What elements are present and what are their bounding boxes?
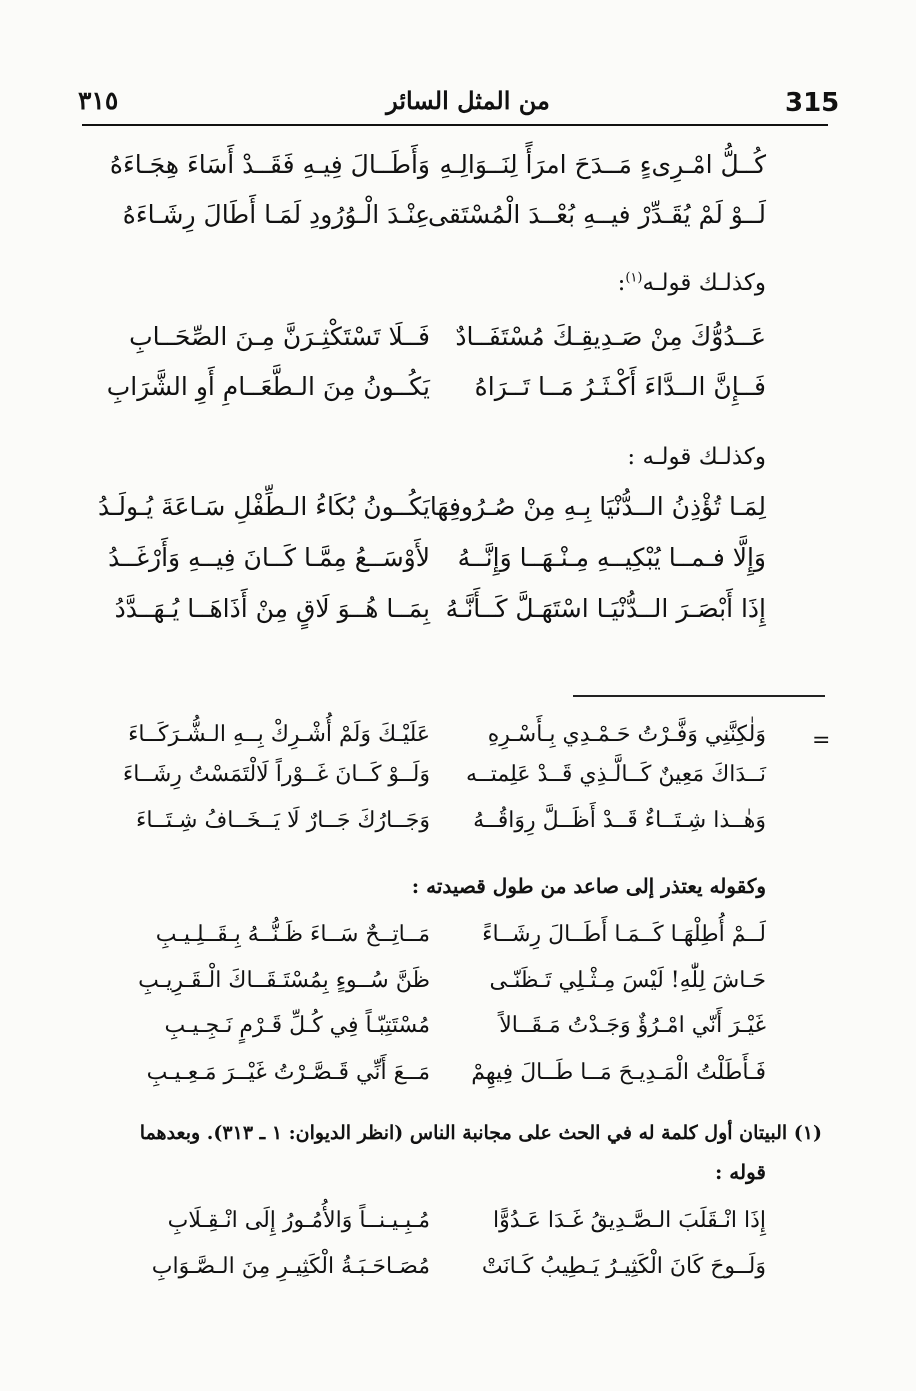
verse-line <box>0 492 916 536</box>
first-hemistich: وَلَــوحَ كَانَ الْكَثِيـرُ يَـطِيبُ كَـانَتْ <box>481 1254 766 1279</box>
second-hemistich: مُـبِـيـنــاً وَالأُمُـورُ إِلَى انْـقِـلَابِ <box>167 1208 430 1233</box>
second-hemistich: يَكُــونُ بُكَاءُ الـطِّفْلِ سَـاعَةَ يُـولَـدُ <box>97 492 430 521</box>
verse-line <box>0 543 916 587</box>
verse-line <box>0 922 916 966</box>
second-hemistich: مُسْتَتِبّـاً فِي كُـلِّ قَـرْمٍ نَـجِـيـبِ <box>164 1013 430 1038</box>
second-hemistich: مَــاتِــحٌ سَــاءَ ظَـنُّــهُ بِـقَــلِـيـبِ <box>155 922 430 947</box>
second-hemistich: عَلَيْـكَ وَلَمْ أُشْـرِكْ بِــهِ الـشُّـرَكَــاءَ <box>128 722 430 747</box>
verse-line <box>0 200 916 244</box>
verse-line <box>0 1060 916 1104</box>
header-rule <box>82 124 828 126</box>
verse-line <box>0 968 916 1012</box>
footnote-1: (١) البيتان أول كلمة له في الحث على مجانبة الناس (انظر الديوان: ١ ـ ٣١٣). وبعدهما <box>139 1122 822 1144</box>
first-hemistich: فَـأَطَلْتُ الْمَـدِيـحَ مَــا طَــالَ فِيهِمْ <box>471 1060 766 1085</box>
verse-line <box>0 150 916 194</box>
first-hemistich: إِذَا انْـقَلَبَ الـصَّـدِيقُ غَـدَا عَـدُوًّا <box>493 1208 766 1233</box>
first-hemistich: غَيْـرَ أَنّي امْـرُؤٌ وَجَـدْتُ مَـقَــالاً <box>499 1013 766 1038</box>
second-hemistich: يَكُــونُ مِنَ الـطَّعَــامِ أَوِ الشَّرَابِ <box>106 372 430 401</box>
first-hemistich: لِمَـا تُؤْذِنُ الــدُّنْيَا بِـهِ مِنْ صُـرُوفِهَا <box>429 492 766 521</box>
first-hemistich: عَــدُوُّكَ مِنْ صَـدِيقِـكَ مُسْتَفَــادٌ <box>455 322 766 351</box>
continuation-mark: = <box>812 728 831 753</box>
verse-line <box>0 808 916 852</box>
verse-line <box>0 1254 916 1298</box>
verse-line <box>0 322 916 366</box>
footnote-1-cont: قوله : <box>714 1160 766 1184</box>
page-number: 315 <box>785 88 840 118</box>
second-hemistich: وَلَــوْ كَــانَ غَــوْراً لَالْتَمَسْتُ رِشَــاءَ <box>122 762 430 787</box>
second-hemistich: بِمَــا هُــوَ لَاقٍ مِنْ أَذَاهَــا يُـهَــدَّدُ <box>114 594 430 623</box>
second-hemistich: عِنْـدَ الْـوُرُودِ لَمَـا أَطَالَ رِشَـاءَهُ <box>122 200 430 229</box>
second-hemistich: ظَنَّ سُــوءٍ بِمُسْتَـقَــاكَ الْـقَـرِيـبِ <box>138 968 430 993</box>
first-hemistich: فَــإِنَّ الــدَّاءَ أَكْـثَـرُ مَــا تَــرَاهُ <box>474 372 766 401</box>
verse-line <box>0 722 916 766</box>
intro-text: وكذلـك قولـه <box>642 270 766 296</box>
footnote-intro: وكقوله يعتذر إلى صاعد من طول قصيدته : <box>411 874 766 898</box>
footnote-rule <box>573 695 825 697</box>
first-hemistich: لَــوْ لَمْ يُقَـدِّرْ فيــهِ بُعْــدَ الْمُسْتَقى <box>428 200 766 229</box>
second-hemistich: مُصَـاحَـبَـةُ الْكَثِيـرِ مِنَ الـصَّـوَابِ <box>151 1254 430 1279</box>
first-hemistich: نَــدَاكَ مَعِينٌ كَــالَّـذِي قَــدْ عَلِمتــه <box>466 762 766 787</box>
first-hemistich: وَهٰــذا شِـتَــاءٌ قَــدْ أَظَــلَّ رِوَاقُــهُ <box>473 808 766 833</box>
first-hemistich: لَــمْ أُطِلْهَـا كَــمَـا أَطَــالَ رِشَــاءً <box>482 922 766 947</box>
page-number-arabic: ٣١٥ <box>78 86 119 115</box>
first-hemistich: إِذَا أَبْصَـرَ الــدُّنْيَـا اسْتَهَـلَّ كَــأَنَّـهُ <box>445 594 766 623</box>
intro-colon: : <box>617 270 626 296</box>
page-header <box>78 86 840 122</box>
first-hemistich: وَإِلَّا فـمــا يُبْكِيــهِ مِـنْـهَــا وَإِنَّــهُ <box>457 543 766 572</box>
verse-line <box>0 594 916 638</box>
verse-line <box>0 1208 916 1252</box>
first-hemistich: كُــلُّ امْـرِىءٍ مَــدَحَ امرَأً لِنَــوَالِـهِ <box>439 150 766 179</box>
verse-line <box>0 372 916 416</box>
first-hemistich: حَـاشَ لِلّٰهِ! لَيْسَ مِـثْـلِي تَـظَنّـى <box>489 968 766 993</box>
second-hemistich: لأَوْسَــعُ مِمَّـا كَــانَ فِيــهِ وَأَرْغَــدُ <box>108 543 430 572</box>
verse-line <box>0 1013 916 1057</box>
second-hemistich: فَــلَا تَسْتَكْثِـرَنَّ مِـنَ الصِّحَــابِ <box>129 322 430 351</box>
verse-line <box>0 762 916 806</box>
second-hemistich: وَأَطَــالَ فِيـهِ فَقَــدْ أَسَاءَ هِجَـاءَهُ <box>109 150 430 179</box>
second-hemistich: وَجَــارُكَ جَــارٌ لَا يَــخَــافُ شِـتَــاءَ <box>136 808 430 833</box>
running-title: من المثل السائر <box>386 86 550 115</box>
intro-line <box>618 270 766 296</box>
first-hemistich: وَلٰكِنَّنِي وَفَّـرْتُ حَـمْـدِي بِـأَسْـرِهِ <box>487 722 766 747</box>
footnote-ref: (١) <box>625 270 643 286</box>
intro-line: وكذلـك قولـه : <box>627 444 766 470</box>
second-hemistich: مَــعَ أَنِّي قَـصَّـرْتُ غَيْــرَ مَـعِـيـبِ <box>146 1060 430 1085</box>
